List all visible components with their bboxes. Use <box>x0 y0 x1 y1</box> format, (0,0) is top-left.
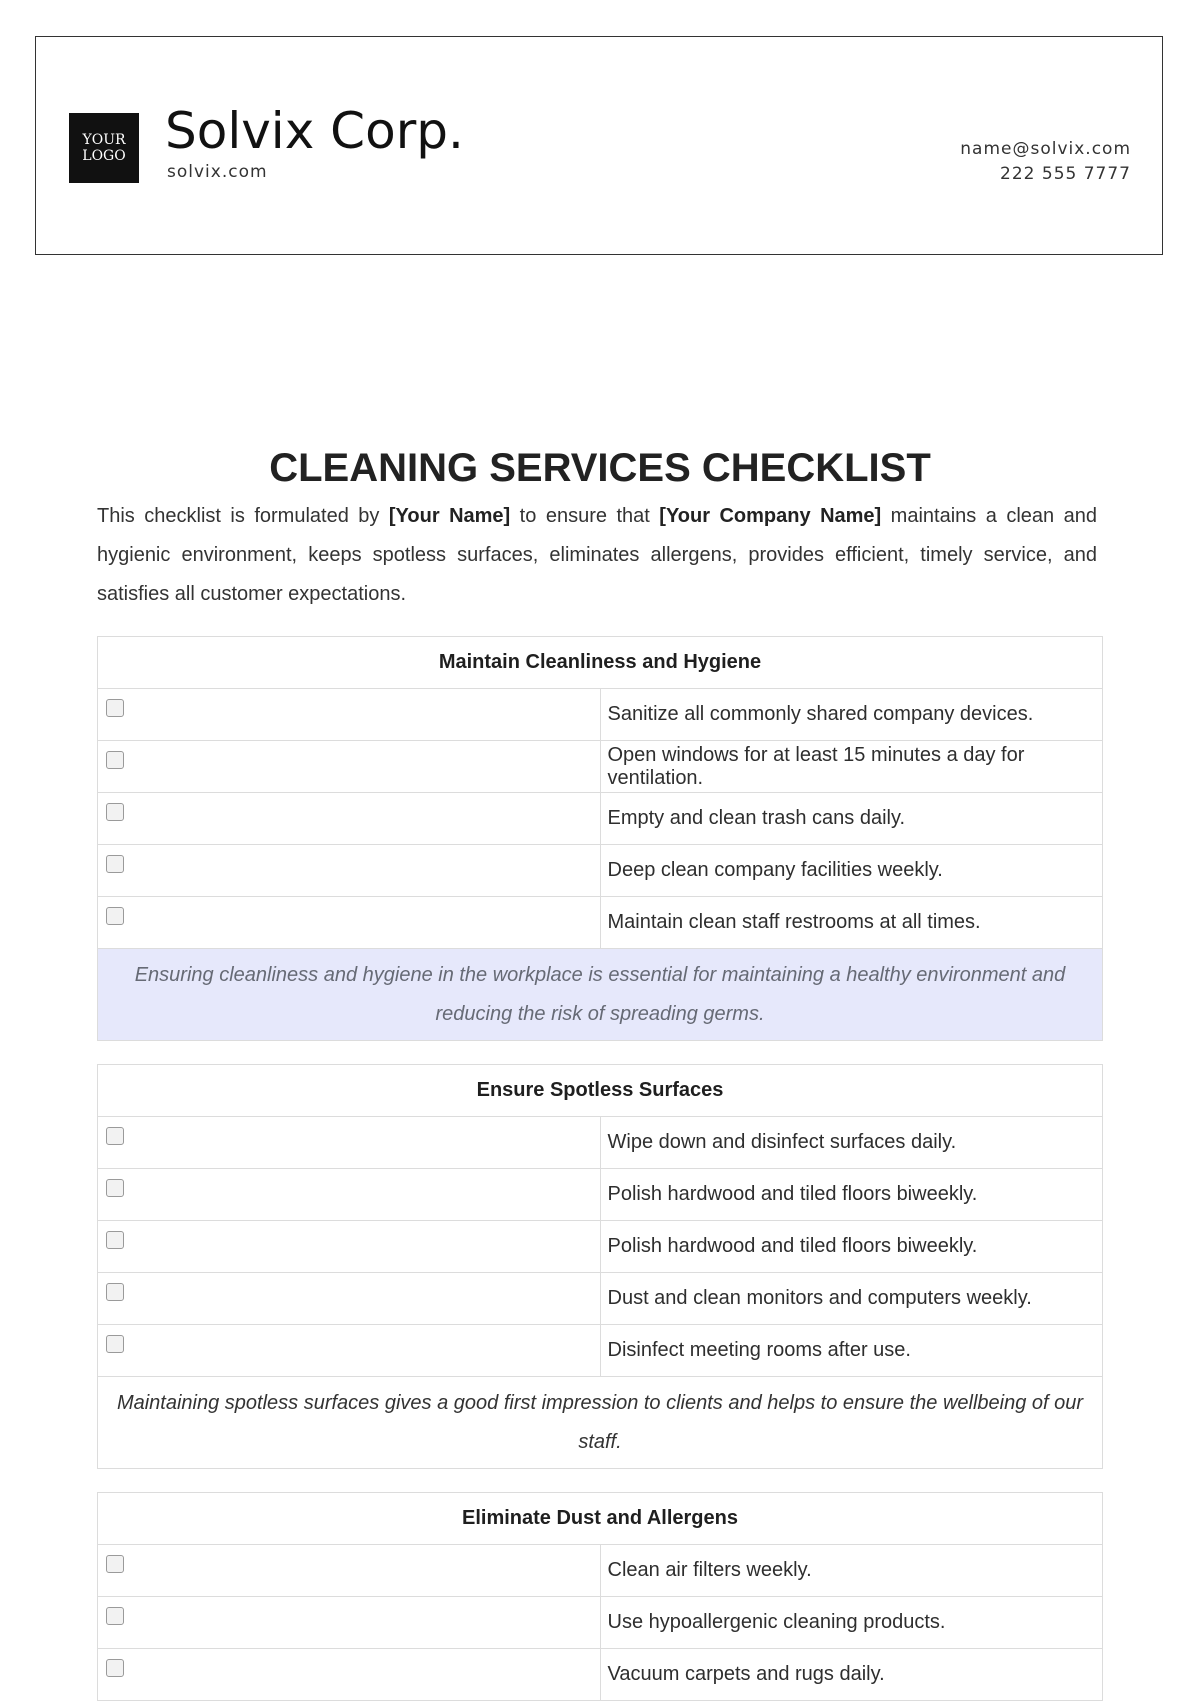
checklist-row <box>98 1169 1103 1221</box>
company-logo <box>69 113 139 183</box>
checklist-row <box>98 1649 1103 1701</box>
checklist-row <box>98 1325 1103 1377</box>
intro-company-placeholder: [Your Company Name] <box>659 505 882 527</box>
section-heading: Maintain Cleanliness and Hygiene <box>98 637 1103 689</box>
checkbox[interactable] <box>106 907 124 925</box>
checkbox[interactable] <box>106 855 124 873</box>
checklist-section-allergens <box>97 1492 1103 1701</box>
checklist-item-text: Polish hardwood and tiled floors biweekly. <box>600 1169 1103 1221</box>
intro-text: maintains a clean and hygienic environment, keeps spotless surfaces, eliminates allergens, provides efficient, timely service, and satisfies all customer expectations. <box>97 505 1097 605</box>
intro-text: to ensure that <box>510 505 660 527</box>
checklist-item-text: Open windows for at least 15 minutes a day for ventilation. <box>600 741 1103 793</box>
checklist-row <box>98 689 1103 741</box>
checklist-item-text: Deep clean company facilities weekly. <box>600 845 1103 897</box>
checkbox[interactable] <box>106 1555 124 1573</box>
section-note: Ensuring cleanliness and hygiene in the workplace is essential for maintaining a healthy environment and reducing the risk of spreading germs. <box>98 949 1103 1041</box>
contact-email: name@solvix.com <box>960 139 1131 159</box>
checklist-row <box>98 1273 1103 1325</box>
checklist-row <box>98 741 1103 793</box>
intro-text: This checklist is formulated by <box>97 505 389 527</box>
checklist-item-text: Use hypoallergenic cleaning products. <box>600 1597 1103 1649</box>
checklist-item-text: Maintain clean staff restrooms at all times. <box>600 897 1103 949</box>
logo-text-line2: LOGO <box>82 148 126 164</box>
checklist-row <box>98 1221 1103 1273</box>
checklist-item-text: Vacuum carpets and rugs daily. <box>600 1649 1103 1701</box>
contact-phone: 222 555 7777 <box>1000 164 1131 184</box>
company-name: Solvix Corp. <box>165 102 464 160</box>
checkbox[interactable] <box>106 1179 124 1197</box>
checklist-row <box>98 845 1103 897</box>
checkbox[interactable] <box>106 1659 124 1677</box>
checklist-item-text: Dust and clean monitors and computers weekly. <box>600 1273 1103 1325</box>
checklist-row <box>98 1117 1103 1169</box>
section-note: Maintaining spotless surfaces gives a good first impression to clients and helps to ensure the wellbeing of our staff. <box>98 1377 1103 1469</box>
checklist-item-text: Empty and clean trash cans daily. <box>600 793 1103 845</box>
checklist-item-text: Sanitize all commonly shared company devices. <box>600 689 1103 741</box>
company-website: solvix.com <box>167 162 268 182</box>
intro-paragraph <box>97 497 1097 614</box>
checklist-section-surfaces <box>97 1064 1103 1469</box>
letterhead <box>35 36 1163 255</box>
section-heading: Eliminate Dust and Allergens <box>98 1493 1103 1545</box>
checkbox[interactable] <box>106 1231 124 1249</box>
intro-name-placeholder: [Your Name] <box>388 505 511 527</box>
document-title: CLEANING SERVICES CHECKLIST <box>269 446 931 490</box>
checkbox[interactable] <box>106 1335 124 1353</box>
checkbox[interactable] <box>106 1607 124 1625</box>
checklist-item-text: Polish hardwood and tiled floors biweekly. <box>600 1221 1103 1273</box>
checkbox[interactable] <box>106 803 124 821</box>
checkbox[interactable] <box>106 1127 124 1145</box>
checkbox[interactable] <box>106 751 124 769</box>
checkbox[interactable] <box>106 699 124 717</box>
contact-info <box>960 137 1131 187</box>
checklist-item-text: Disinfect meeting rooms after use. <box>600 1325 1103 1377</box>
checklist-row <box>98 793 1103 845</box>
checkbox[interactable] <box>106 1283 124 1301</box>
checklist-item-text: Clean air filters weekly. <box>600 1545 1103 1597</box>
checklist-item-text: Wipe down and disinfect surfaces daily. <box>600 1117 1103 1169</box>
checklist-section-cleanliness <box>97 636 1103 1041</box>
section-heading: Ensure Spotless Surfaces <box>98 1065 1103 1117</box>
checklist-row <box>98 1545 1103 1597</box>
checklist-row <box>98 897 1103 949</box>
checklist-row <box>98 1597 1103 1649</box>
logo-text-line1: YOUR <box>82 132 126 148</box>
